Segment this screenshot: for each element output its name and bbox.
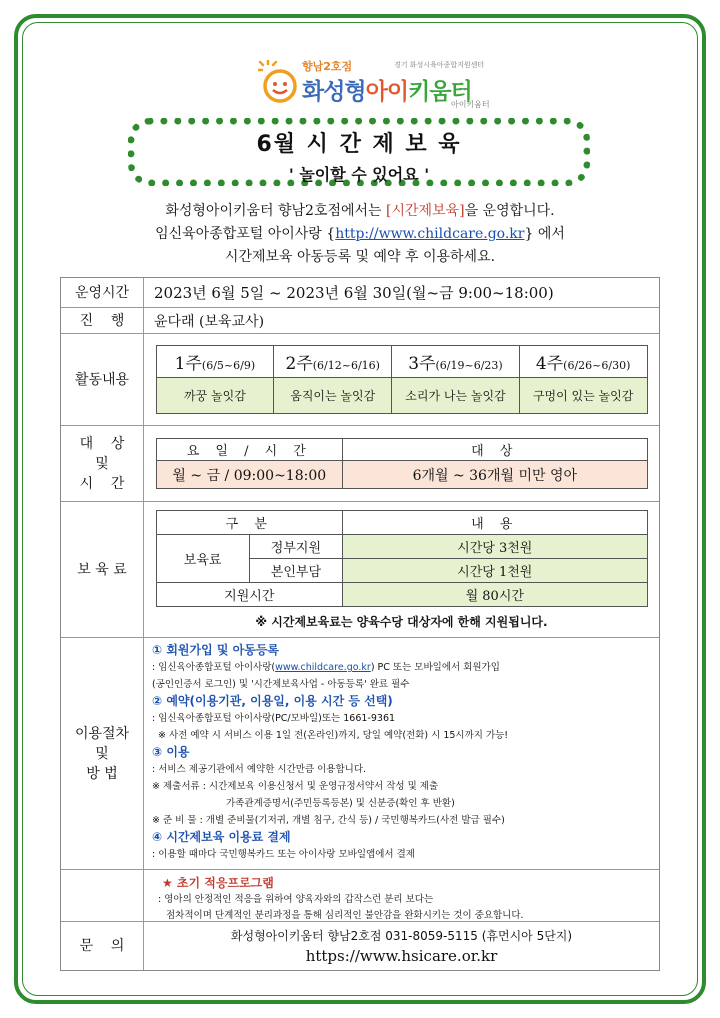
contact-row	[61, 922, 659, 970]
support-hours-label: 지원시간	[156, 583, 343, 607]
activity-table	[156, 345, 648, 414]
page-subtitle: ' 놀이할 수 있어요 '	[288, 165, 430, 184]
fee-content-head: 내 용	[343, 511, 647, 535]
early-program: ★ 초기 적응프로그램 : 영아의 안정적인 적응을 위하여 양육자와의 갑작스런 분리 보다는 점차적이며 단계적인 분리과정을 통해 심리적인 불안감을 완화시키는 것이 중요합니다.	[144, 870, 659, 921]
logo-branch: 향남2호점	[302, 60, 353, 73]
support-hours-value: 월 80시간	[343, 583, 647, 607]
staff-row	[61, 308, 659, 334]
hours-label: 운영시간	[61, 278, 144, 307]
step-1-head: ① 회원가입 및 아동등록	[152, 643, 280, 657]
early-row	[61, 870, 659, 922]
staff-label: 진 행	[61, 308, 144, 333]
step-4-head: ④ 시간제보육 이용료 결제	[152, 830, 291, 844]
gov-support-label: 정부지원	[249, 535, 342, 559]
activity-label: 활동내용	[61, 334, 144, 425]
target-table	[156, 438, 648, 489]
staff-value: 윤다래 (보육교사)	[154, 313, 265, 330]
time-head: 요 일 / 시 간	[156, 439, 343, 461]
target-label: 대 상 및 시 간	[61, 426, 144, 501]
week-2-activity: 움직이는 놀잇감	[274, 378, 392, 414]
fee-row	[61, 502, 659, 638]
sun-face-icon	[258, 60, 302, 104]
title-box	[128, 118, 590, 186]
self-pay-label: 본인부담	[249, 559, 342, 583]
week-4-activity: 구멍이 있는 놀잇감	[519, 378, 647, 414]
week-1-head: 1주(6/5~6/9)	[156, 346, 274, 378]
logo	[258, 58, 538, 108]
page-title: 6월 시 간 제 보 육	[256, 132, 462, 157]
intro-text: 화성형아이키움터 향남2호점에서는 [시간제보육]을 운영합니다. 임신육아종합포털 아이사랑 {http://www.childcare.go.kr} 에서 시간제보육 아동등록 및 예약 후 이용하세요.	[155, 203, 565, 265]
procedure-row	[61, 638, 659, 870]
hours-row	[61, 278, 659, 308]
step-3-head: ③ 이용	[152, 745, 190, 759]
week-1-activity: 까꿍 놀잇감	[156, 378, 274, 414]
childcare-link[interactable]: http://www.childcare.go.kr	[335, 226, 525, 242]
target-row	[61, 426, 659, 502]
target-value: 6개월 ~ 36개월 미만 영아	[343, 461, 647, 489]
gov-support-value: 시간당 3천원	[343, 535, 647, 559]
fee-category-head: 구 분	[156, 511, 343, 535]
time-value: 월 ~ 금 / 09:00~18:00	[156, 461, 343, 489]
info-table	[60, 277, 660, 971]
early-head: ★ 초기 적응프로그램	[162, 876, 274, 890]
hours-value: 2023년 6월 5일 ~ 2023년 6월 30일(월~금 9:00~18:00)	[154, 284, 554, 302]
target-head: 대 상	[343, 439, 647, 461]
contact-info: 화성형아이키움터 향남2호점 031-8059-5115 (휴먼시아 5단지) https://www.hsicare.or.kr	[144, 922, 659, 970]
fee-table	[156, 510, 648, 607]
fee-type: 보육료	[156, 535, 249, 583]
step-2-head: ② 예약(이용기관, 이용일, 이용 시간 등 선택)	[152, 694, 393, 708]
fee-label: 보 육 료	[61, 502, 144, 637]
procedure-content: ① 회원가입 및 아동등록 : 임신육아종합포털 아이사랑(www.childcare.go.kr) PC 또는 모바일에서 회원가입 (공인인증서 로그인) 및 '시간제보육사업 - 아동등록' 완료 필수 ② 예약(이용기관, 이용일, 이용 시간 등 선택) : 임신육아종합포털 아이사랑(PC/모바일)또는 1661-9361 ※ 사전 예약 시 서비스 이용 1일 전(온라인)까지, 당일 예약(전화) 시 15시까지 가능! ③ 이용 : 서비스 제공기관에서 예약한 시간만큼 이용합니다. ※ 제출서류 : 시간제보육 이용신청서 및 운영규정서약서 작성 및 제출 가족관계증명서(주민등록등본) 및 신분증(확인 후 반환) ※ 준 비 물 : 개별 준비물(기저귀, 개별 침구, 간식 등) / 국민행복카드(사전 발급 필수) ④ 시간제보육 이용료 결제 : 이용할 때마다 국민행복카드 또는 아이사랑 모바일앱에서 결제	[144, 638, 659, 869]
week-3-activity: 소리가 나는 놀잇감	[392, 378, 520, 414]
logo-name: 화성형아이키움터	[302, 79, 472, 105]
logo-partner: 경기 화성시육아종합지원센터	[394, 61, 485, 69]
self-pay-value: 시간당 1천원	[343, 559, 647, 583]
procedure-label: 이용절차 및 방 법	[61, 638, 144, 869]
week-4-head: 4주(6/26~6/30)	[519, 346, 647, 378]
week-2-head: 2주(6/12~6/16)	[274, 346, 392, 378]
childcare-link-2[interactable]: www.childcare.go.kr	[275, 662, 371, 673]
homepage-link[interactable]: https://www.hsicare.or.kr	[305, 947, 498, 965]
activity-row	[61, 334, 659, 426]
logo-sub: 아이키움터	[451, 100, 490, 109]
contact-label: 문 의	[61, 922, 144, 970]
fee-note: ※ 시간제보육료는 양육수당 대상자에 한해 지원됩니다.	[255, 615, 548, 629]
week-3-head: 3주(6/19~6/23)	[392, 346, 520, 378]
